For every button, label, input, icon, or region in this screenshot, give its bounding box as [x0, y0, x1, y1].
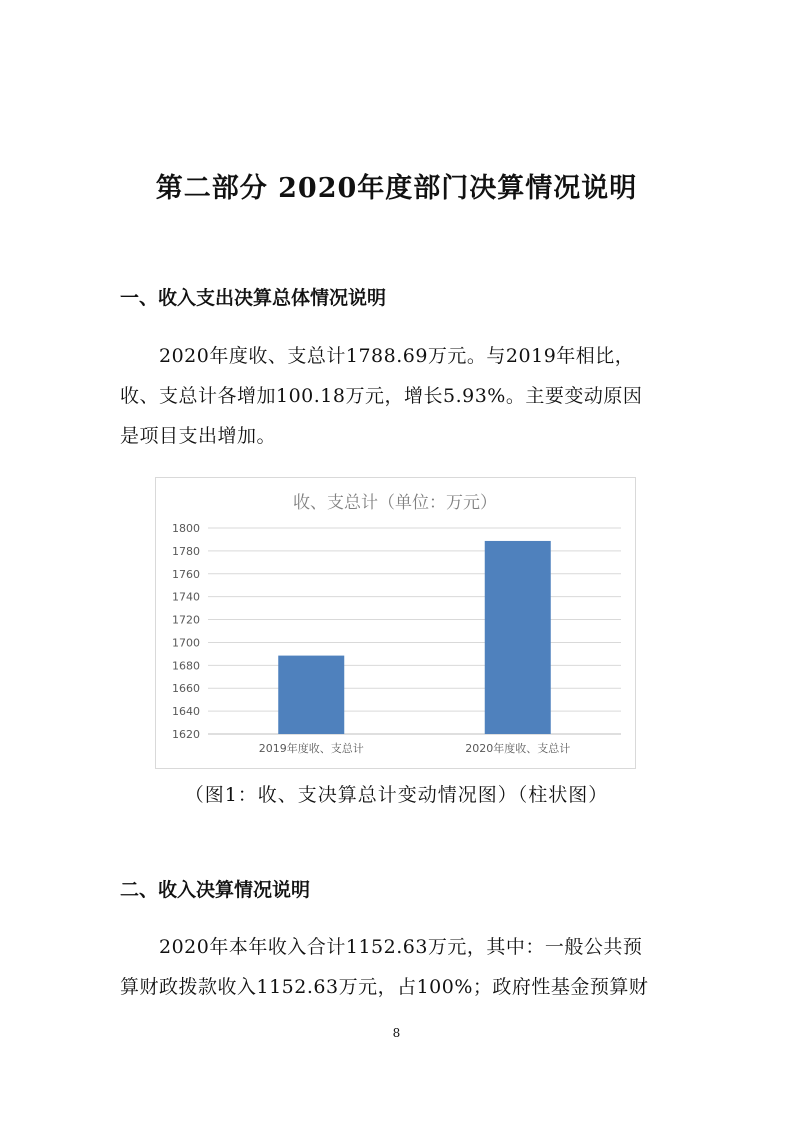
y-tick-label: 1740	[172, 590, 200, 604]
bar	[485, 541, 551, 734]
page-number: 8	[392, 1026, 401, 1040]
chart-title: 收、支总计（单位：万元）	[293, 493, 497, 513]
bar-chart-svg	[156, 478, 635, 768]
bar	[278, 656, 344, 734]
section-heading-1: 一、收入支出决算总体情况说明	[120, 287, 387, 309]
section-1-paragraph	[120, 336, 680, 456]
y-tick-label: 1640	[172, 705, 200, 719]
page-title: 第二部分 2020年度部门决算情况说明	[155, 173, 638, 204]
y-tick-label: 1660	[172, 682, 200, 696]
y-tick-label: 1760	[172, 567, 200, 581]
y-tick-label: 1620	[172, 728, 200, 741]
paragraph-line: 算财政拨款收入1152.63万元，占100%；政府性基金预算财	[120, 976, 649, 998]
y-tick-label: 1720	[172, 613, 200, 627]
y-tick-label: 1680	[172, 659, 200, 673]
section-heading-2: 二、收入决算情况说明	[120, 879, 311, 901]
y-tick-label: 1700	[172, 636, 200, 650]
paragraph-line: 收、支总计各增加100.18万元，增长5.93%。主要变动原因	[120, 385, 643, 407]
x-tick-label: 2020年度收、支总计	[465, 742, 571, 755]
x-tick-label: 2019年度收、支总计	[258, 742, 364, 755]
y-tick-label: 1800	[172, 522, 200, 535]
bar-chart	[155, 477, 636, 769]
paragraph-line: 2020年本年收入合计1152.63万元，其中：一般公共预	[120, 936, 643, 958]
y-tick-label: 1780	[172, 544, 200, 558]
paragraph-line: 是项目支出增加。	[120, 425, 277, 447]
figure-caption: （图1：收、支决算总计变动情况图）（柱状图）	[184, 784, 609, 806]
paragraph-line: 2020年度收、支总计1788.69万元。与2019年相比，	[120, 345, 635, 367]
section-2-paragraph	[120, 927, 680, 1007]
